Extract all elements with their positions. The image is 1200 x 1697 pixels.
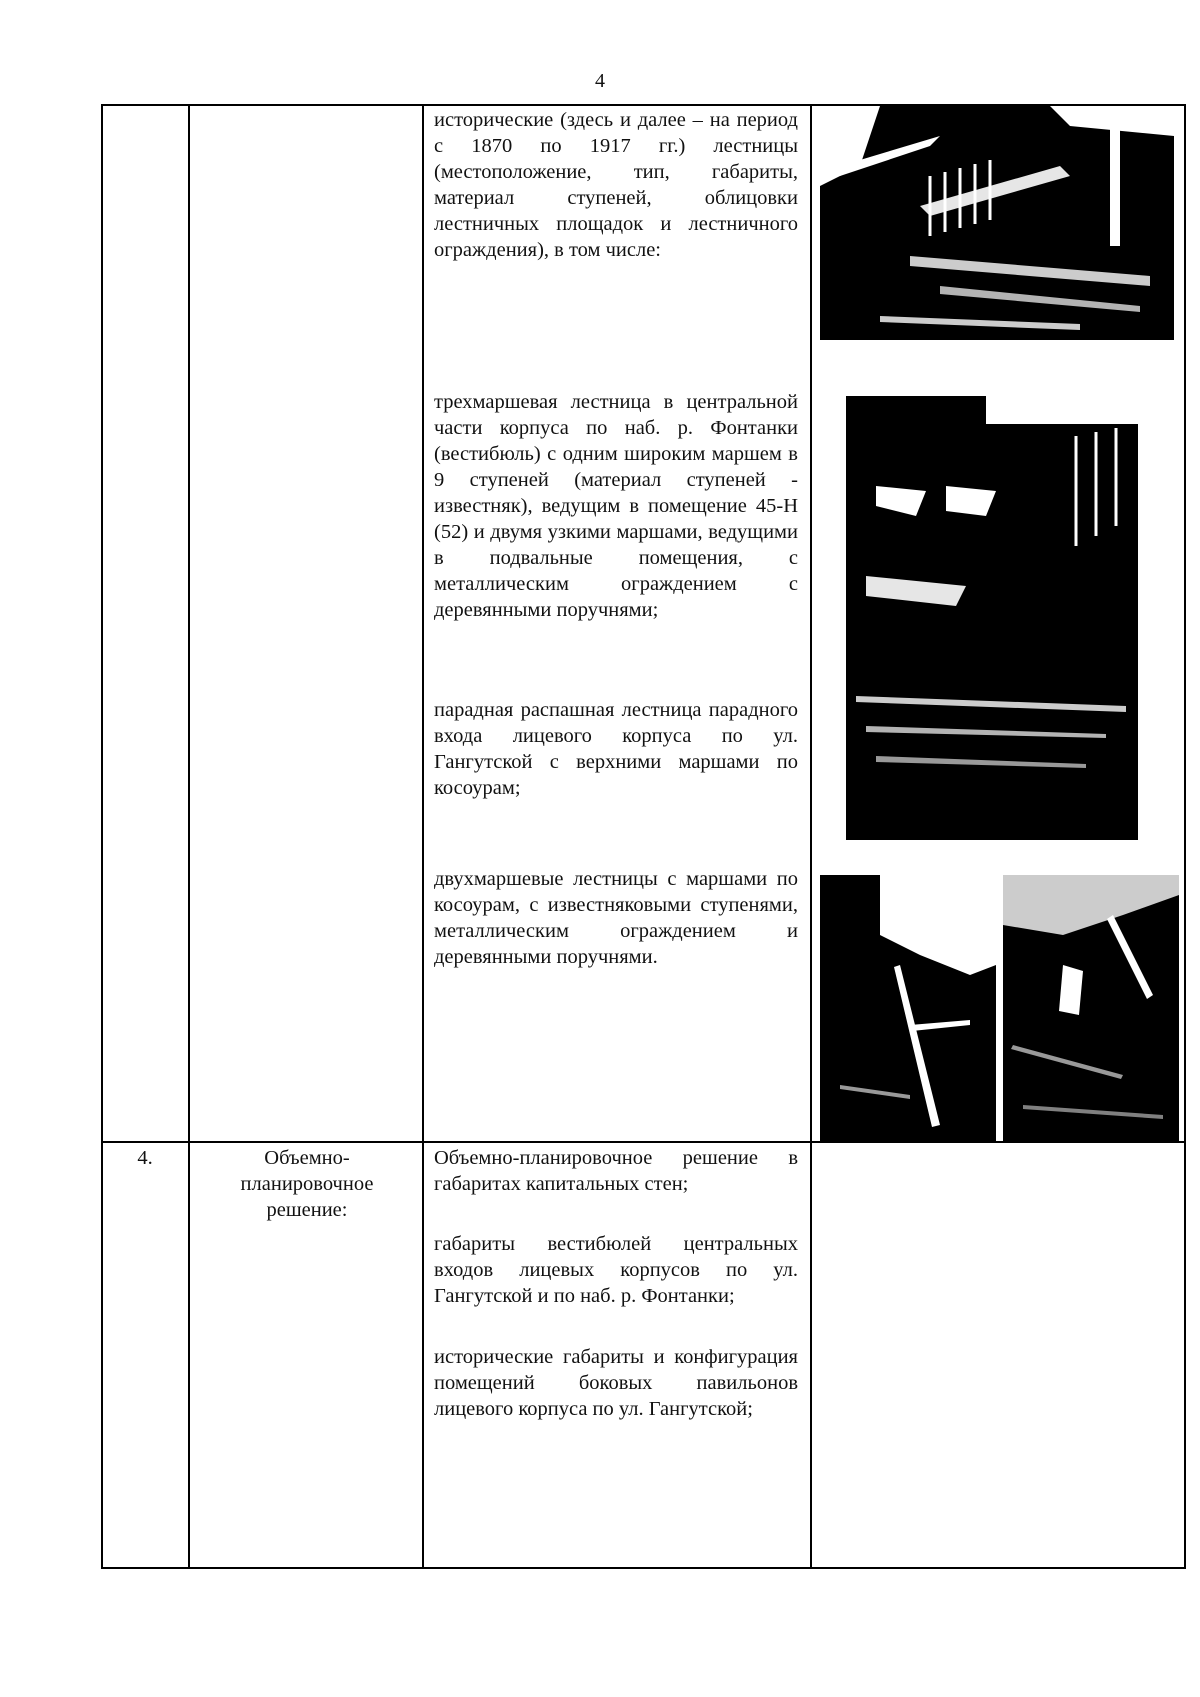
table-border-left bbox=[101, 104, 103, 1569]
description-paragraph: трехмаршевая лестница в центральной части корпуса по наб. р. Фонтанки (вестибюль) с одним широким маршем в 9 ступеней (материал ступеней - известняк), ведущим в помещение 45-Н (52) и двумя узкими маршами, ведущими в подвальные помещения, с металлическим ограждением с деревянными поручнями; bbox=[434, 391, 798, 621]
column-divider bbox=[188, 104, 190, 1569]
table-border-right bbox=[1184, 104, 1186, 1569]
page-number: 4 bbox=[595, 70, 605, 92]
column-divider bbox=[810, 104, 812, 1569]
description-paragraph: исторические габариты и конфигурация помещений боковых павильонов лицевого корпуса по ул. Гангутской; bbox=[434, 1346, 798, 1420]
column-divider bbox=[422, 104, 424, 1569]
description-paragraph: исторические (здесь и далее – на период с 1870 по 1917 гг.) лестницы (местоположение, тип, габариты, материал ступеней, облицовки лестничных площадок и лестничного ограждения), в том числе: bbox=[434, 109, 798, 261]
description-paragraph: двухмаршевые лестницы с маршами по косоурам, с известняковыми ступенями, металлическим ограждением и деревянными поручнями. bbox=[434, 868, 798, 968]
description-paragraph: Объемно-планировочное решение в габаритах капитальных стен; bbox=[434, 1147, 798, 1195]
vestibule-staircase-photo-icon bbox=[846, 396, 1148, 846]
staircase-photo-icon bbox=[820, 106, 1174, 340]
two-flight-staircase-photo-icon bbox=[1003, 875, 1179, 1141]
row-title: Объемно-планировочное решение: bbox=[240, 1147, 374, 1221]
table-border-bottom bbox=[102, 1567, 1186, 1569]
two-flight-staircase-photo-icon bbox=[820, 875, 996, 1141]
row-number: 4. bbox=[137, 1147, 153, 1169]
row-divider bbox=[102, 1141, 1186, 1143]
description-paragraph: габариты вестибюлей центральных входов лицевых корпусов по ул. Гангутской и по наб. р. Фонтанки; bbox=[434, 1233, 798, 1307]
description-paragraph: парадная распашная лестница парадного входа лицевого корпуса по ул. Гангутской с верхними маршами по косоурам; bbox=[434, 699, 798, 799]
